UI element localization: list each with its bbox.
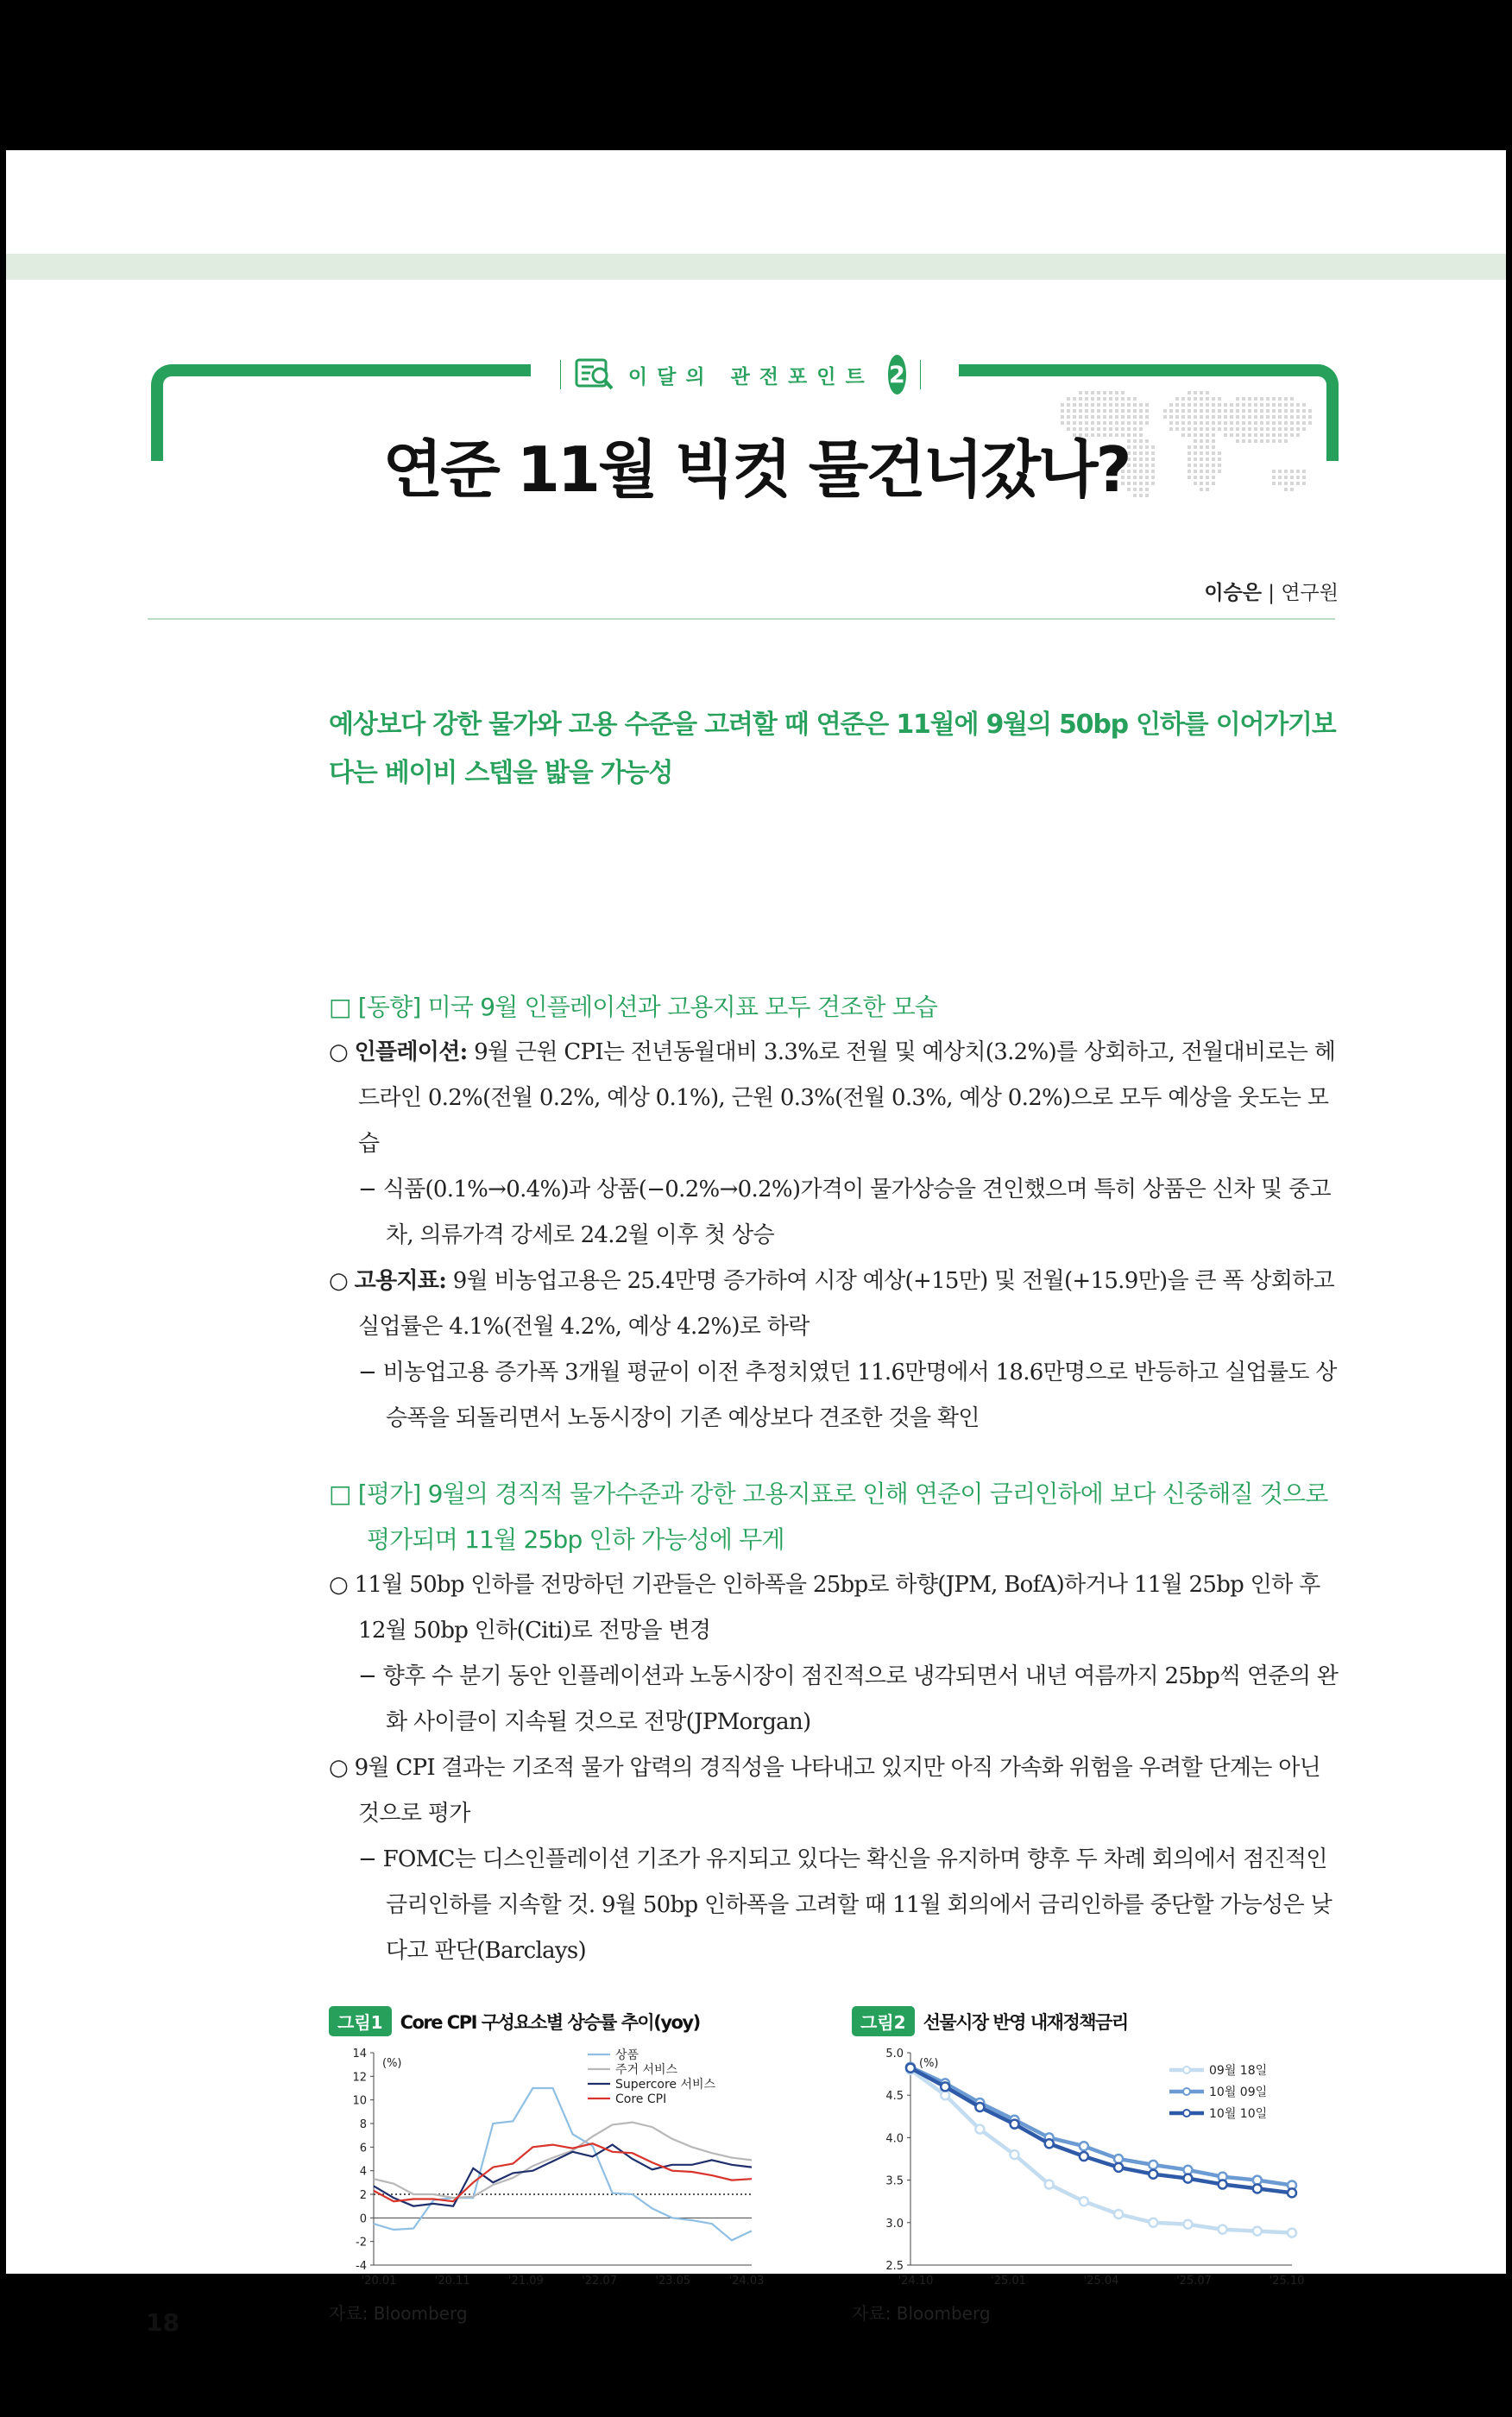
map-dot [1236, 397, 1239, 401]
bullet-label: 인플레이션: [354, 1039, 468, 1065]
map-dot [1067, 397, 1070, 401]
banner-divider [920, 360, 921, 389]
dash-text: 향후 수 분기 동안 인플레이션과 노동시장이 점진적으로 냉각되면서 내년 여름까지 25bp씩 연준의 완화 사이클이 지속될 것으로 전망(JPMorgan) [382, 1663, 1339, 1735]
map-dot [1248, 397, 1251, 401]
map-dot [1224, 415, 1227, 419]
y-tick-label: -2 [356, 2236, 367, 2250]
map-dot [1272, 397, 1276, 401]
figure-source: 자료: Bloomberg [852, 2303, 991, 2324]
map-dot [1127, 409, 1131, 413]
series-point [1288, 2229, 1296, 2237]
legend-marker [1183, 2088, 1190, 2095]
legend-label: 09월 18일 [1209, 2064, 1268, 2078]
x-tick-label: '24.03 [728, 2275, 765, 2288]
y-tick-label: 5.0 [885, 2048, 904, 2060]
map-dot [1206, 409, 1209, 413]
map-dot [1278, 415, 1282, 419]
map-dot [1103, 415, 1106, 419]
bullet-text: 11월 50bp 인하를 전망하던 기관들은 인하폭을 25bp로 하향(JPM, BofA)하거나 11월 25bp 인하 후 12월 50bp 인하(Citi)로 전망을 변경 [354, 1572, 1320, 1644]
page-number: 18 [146, 2308, 180, 2337]
map-dot [1121, 391, 1125, 394]
y-tick-label: 2.5 [885, 2260, 904, 2273]
map-dot [1212, 409, 1215, 413]
map-dot [1181, 409, 1185, 413]
map-dot [1242, 409, 1245, 413]
series-point [1253, 2176, 1262, 2185]
map-dot [1206, 391, 1209, 394]
map-dot [1103, 391, 1106, 394]
map-dot [1085, 391, 1088, 394]
map-dot [1224, 409, 1227, 413]
legend-label: 10월 09일 [1209, 2086, 1268, 2099]
section-heading: □ [동향] 미국 9월 인플레이션과 고용지표 모두 견조한 모습 [329, 993, 938, 1021]
y-tick-label: 4 [359, 2165, 367, 2179]
magnifier-document-icon [575, 357, 614, 392]
series-point [941, 2091, 949, 2099]
map-dot [1181, 415, 1185, 419]
bullet-item: ○ 인플레이션: 9월 근원 CPI는 전년동월대비 3.3%로 전월 및 예상치(3.2%)를 상회하고, 전월대비로는 헤드라인 0.2%(전월 0.2%, 예상 0.1%), 근원 0.3%(전월 0.3%, 예상 0.2%)으로 모두 예상을 웃도는 모습 [329, 1039, 1336, 1157]
map-dot [1073, 397, 1076, 401]
series-point [1288, 2188, 1296, 2197]
map-dot [1296, 415, 1300, 419]
map-dot [1302, 409, 1306, 413]
legend-label: 주거 서비스 [615, 2063, 678, 2077]
map-dot [1260, 415, 1263, 419]
series-line [374, 2143, 752, 2201]
author-line [1204, 577, 1339, 605]
figure-core-cpi [329, 2006, 829, 2324]
map-dot [1278, 397, 1282, 401]
series-point [975, 2103, 984, 2111]
dash-item: − 식품(0.1%→0.4%)과 상품(−0.2%→0.2%)가격이 물가상승을 견인했으며 특히 상품은 신차 및 중고차, 의류가격 강세로 24.2월 이후 첫 상승 [358, 1177, 1331, 1248]
map-dot [1145, 403, 1149, 407]
map-dot [1200, 403, 1203, 407]
series-point [1183, 2166, 1192, 2174]
map-dot [1085, 403, 1088, 407]
map-dot [1290, 397, 1294, 401]
map-dot [1109, 391, 1112, 394]
map-dot [1218, 415, 1221, 419]
map-dot [1115, 403, 1118, 407]
x-tick-label: '25.10 [1269, 2275, 1305, 2288]
map-dot [1218, 397, 1221, 401]
figure-badge: 그림2 [852, 2006, 915, 2036]
x-tick-label: '21.09 [508, 2275, 544, 2288]
map-dot [1266, 403, 1269, 407]
map-dot [1302, 415, 1306, 419]
map-dot [1272, 415, 1276, 419]
series-point [1114, 2155, 1123, 2163]
map-dot [1181, 397, 1185, 401]
map-dot [1181, 403, 1185, 407]
series-point [1045, 2139, 1054, 2148]
map-dot [1212, 397, 1215, 401]
map-dot [1254, 415, 1257, 419]
map-dot [1200, 415, 1203, 419]
series-point [1080, 2197, 1088, 2206]
map-dot [1115, 397, 1118, 401]
map-dot [1284, 403, 1288, 407]
map-dot [1169, 403, 1173, 407]
y-tick-label: 4.0 [885, 2132, 904, 2146]
figure-policy-rate [852, 2006, 1352, 2324]
y-tick-label: 3.0 [885, 2217, 904, 2231]
series-point [1183, 2220, 1192, 2229]
map-dot [1121, 415, 1125, 419]
x-tick-label: '25.01 [991, 2275, 1026, 2288]
map-dot [1163, 409, 1167, 413]
author-rule [148, 618, 1335, 620]
map-dot [1266, 397, 1269, 401]
map-dot [1278, 409, 1282, 413]
series-point [1114, 2210, 1123, 2218]
map-dot [1121, 397, 1125, 401]
series-point [1080, 2142, 1088, 2150]
section-banner [541, 350, 921, 399]
map-dot [1302, 403, 1306, 407]
series-point [906, 2064, 915, 2073]
map-dot [1067, 415, 1070, 419]
map-dot [1188, 397, 1191, 401]
series-point [1114, 2163, 1123, 2172]
bullet-item: ○ 9월 CPI 결과는 기조적 물가 압력의 경직성을 나타내고 있지만 아직 가속화 위험을 우려할 단계는 아닌 것으로 평가 [329, 1755, 1321, 1827]
map-dot [1266, 415, 1269, 419]
figure-source: 자료: Bloomberg [329, 2303, 468, 2324]
map-dot [1115, 409, 1118, 413]
map-dot [1284, 415, 1288, 419]
map-dot [1097, 403, 1100, 407]
map-dot [1061, 409, 1064, 413]
banner-divider [560, 360, 561, 389]
series-point [1011, 2150, 1019, 2159]
y-tick-label: -4 [356, 2260, 367, 2273]
map-dot [1073, 403, 1076, 407]
map-dot [1097, 391, 1100, 394]
map-dot [1097, 409, 1100, 413]
x-tick-label: '24.10 [898, 2275, 934, 2288]
policy-rate-chart [852, 2044, 1305, 2296]
map-dot [1085, 415, 1088, 419]
map-dot [1091, 415, 1094, 419]
series-point [1045, 2180, 1054, 2189]
map-dot [1061, 403, 1064, 407]
map-dot [1230, 403, 1233, 407]
map-dot [1139, 409, 1143, 413]
x-tick-label: '25.04 [1083, 2275, 1119, 2288]
map-dot [1079, 415, 1082, 419]
bullet-item: ○ 고용지표: 9월 비농업고용은 25.4만명 증가하여 시장 예상(+15만) 및 전월(+15.9만)을 큰 폭 상회하고 실업률은 4.1%(전월 4.2%, 예상 4.2%)로 하락 [329, 1268, 1335, 1340]
map-dot [1085, 397, 1088, 401]
map-dot [1206, 415, 1209, 419]
map-dot [1188, 403, 1191, 407]
figure-caption: Core CPI 구성요소별 상승률 추이(yoy) [400, 2011, 700, 2033]
x-tick-label: '22.07 [582, 2275, 617, 2288]
map-dot [1085, 409, 1088, 413]
figure-badge: 그림1 [329, 2006, 392, 2036]
map-dot [1296, 409, 1300, 413]
map-dot [1266, 409, 1269, 413]
map-dot [1103, 403, 1106, 407]
legend-marker [1183, 2110, 1190, 2117]
map-dot [1109, 397, 1112, 401]
y-tick-label: 4.5 [885, 2090, 904, 2104]
map-dot [1097, 397, 1100, 401]
page-title: 연준 11월 빅컷 물건너갔나? [382, 433, 1130, 506]
map-dot [1296, 403, 1300, 407]
map-dot [1308, 415, 1312, 419]
map-dot [1194, 415, 1197, 419]
map-dot [1133, 397, 1137, 401]
y-tick-label: 0 [359, 2212, 367, 2226]
dash-text: 비농업고용 증가폭 3개월 평균이 이전 추정치였던 11.6만명에서 18.6만명으로 반등하고 실업률도 상승폭을 되돌리면서 노동시장이 기존 예상보다 견조한 것을 확인 [382, 1360, 1337, 1431]
map-dot [1206, 403, 1209, 407]
y-tick-label: 3.5 [885, 2174, 904, 2188]
map-dot [1109, 415, 1112, 419]
map-dot [1248, 409, 1251, 413]
y-axis-unit: (%) [382, 2057, 402, 2070]
author-role: 연구원 [1281, 582, 1339, 604]
map-dot [1254, 409, 1257, 413]
map-dot [1175, 403, 1179, 407]
y-tick-label: 10 [352, 2094, 367, 2108]
map-dot [1127, 415, 1131, 419]
map-dot [1067, 403, 1070, 407]
section-trend [329, 984, 1339, 1442]
y-tick-label: 2 [359, 2189, 367, 2202]
map-dot [1133, 403, 1137, 407]
map-dot [1278, 403, 1282, 407]
map-dot [1236, 409, 1239, 413]
map-dot [1242, 403, 1245, 407]
series-point [1219, 2180, 1227, 2189]
series-point [1253, 2227, 1262, 2236]
map-dot [1236, 403, 1239, 407]
legend-marker [1183, 2067, 1190, 2073]
map-dot [1290, 409, 1294, 413]
series-point [1080, 2152, 1088, 2161]
core-cpi-chart [329, 2044, 765, 2296]
map-dot [1121, 403, 1125, 407]
legend-label: 상품 [615, 2048, 639, 2062]
y-axis-unit: (%) [919, 2057, 939, 2070]
map-dot [1260, 397, 1263, 401]
map-dot [1079, 403, 1082, 407]
section-heading: □ [평가] 9월의 경직적 물가수준과 강한 고용지표로 인해 연준이 금리인하에 보다 신중해질 것으로 평가되며 11월 25bp 인하 가능성에 무게 [329, 1480, 1328, 1554]
bullet-item: ○ 11월 50bp 인하를 전망하던 기관들은 인하폭을 25bp로 하향(JPM, BofA)하거나 11월 25bp 인하 후 12월 50bp 인하(Citi)로 전망을 변경 [329, 1572, 1320, 1644]
map-dot [1230, 415, 1233, 419]
dash-item: − 비농업고용 증가폭 3개월 평균이 이전 추정치였던 11.6만명에서 18.6만명으로 반등하고 실업률도 상승폭을 되돌리면서 노동시장이 기존 예상보다 견조한 것을 확인 [358, 1360, 1337, 1431]
section-label: 이달의 관전포인트 [627, 365, 874, 388]
map-dot [1230, 409, 1233, 413]
map-dot [1175, 409, 1179, 413]
map-dot [1061, 415, 1064, 419]
map-dot [1139, 415, 1143, 419]
map-dot [1224, 403, 1227, 407]
map-dot [1200, 391, 1203, 394]
series-point [941, 2082, 949, 2091]
map-dot [1133, 415, 1137, 419]
legend-label: Core CPI [615, 2092, 667, 2106]
bullet-label: 고용지표: [354, 1268, 447, 1294]
map-dot [1079, 409, 1082, 413]
map-dot [1290, 415, 1294, 419]
series-point [1149, 2218, 1157, 2227]
map-dot [1169, 415, 1173, 419]
map-dot [1188, 409, 1191, 413]
summary-headline: 예상보다 강한 물가와 고용 수준을 고려할 때 연준은 11월에 9월의 50bp 인하를 이어가기보다는 베이비 스텝을 밟을 가능성 [329, 710, 1336, 788]
y-tick-label: 8 [359, 2118, 367, 2131]
map-dot [1200, 397, 1203, 401]
author-name: 이승은 [1204, 582, 1262, 604]
map-dot [1212, 403, 1215, 407]
map-dot [1091, 397, 1094, 401]
y-tick-label: 6 [359, 2142, 367, 2155]
x-tick-label: '23.05 [655, 2275, 691, 2288]
map-dot [1127, 397, 1131, 401]
map-dot [1194, 397, 1197, 401]
map-dot [1145, 415, 1149, 419]
map-dot [1139, 403, 1143, 407]
map-dot [1115, 415, 1118, 419]
y-tick-label: 14 [352, 2048, 367, 2060]
map-dot [1175, 415, 1179, 419]
series-point [1219, 2225, 1227, 2234]
map-dot [1218, 409, 1221, 413]
map-dot [1212, 415, 1215, 419]
map-dot [1091, 403, 1094, 407]
figure-title [329, 2006, 829, 2036]
y-tick-label: 12 [352, 2071, 367, 2085]
map-dot [1308, 409, 1312, 413]
series-point [1183, 2174, 1192, 2183]
map-dot [1200, 409, 1203, 413]
map-dot [1109, 403, 1112, 407]
section-number-badge: 2 [888, 355, 906, 394]
map-dot [1242, 415, 1245, 419]
bullet-text: 9월 CPI 결과는 기조적 물가 압력의 경직성을 나타내고 있지만 아직 가속화 위험을 우려할 단계는 아닌 것으로 평가 [354, 1755, 1321, 1827]
series-point [1149, 2161, 1157, 2169]
bullet-text: 9월 근원 CPI는 전년동월대비 3.3%로 전월 및 예상치(3.2%)를 상회하고, 전월대비로는 헤드라인 0.2%(전월 0.2%, 예상 0.1%), 근원 0.3%(전월 0.3%, 예상 0.2%)으로 모두 예상을 웃도는 모습 [358, 1039, 1336, 1157]
report-page [6, 150, 1506, 2337]
map-dot [1236, 415, 1239, 419]
dash-text: FOMC는 디스인플레이션 기조가 유지되고 있다는 확신을 유지하며 향후 두 차례 회의에서 점진적인 금리인하를 지속할 것. 9월 50bp 인하폭을 고려할 때 11월 회의에서 금리인하를 중단할 가능성은 낮다고 판단(Barclays) [382, 1846, 1332, 1964]
author-divider: | [1268, 582, 1282, 604]
series-line [374, 2123, 752, 2199]
x-tick-label: '20.01 [361, 2275, 397, 2288]
map-dot [1254, 403, 1257, 407]
top-color-band [6, 254, 1506, 280]
map-dot [1103, 409, 1106, 413]
map-dot [1290, 403, 1294, 407]
map-dot [1260, 409, 1263, 413]
map-dot [1206, 397, 1209, 401]
map-dot [1194, 391, 1197, 394]
map-dot [1194, 403, 1197, 407]
map-dot [1097, 415, 1100, 419]
x-tick-label: '20.11 [434, 2275, 470, 2288]
series-point [1253, 2184, 1262, 2193]
map-dot [1254, 397, 1257, 401]
map-dot [1248, 415, 1251, 419]
map-dot [1194, 409, 1197, 413]
map-dot [1272, 403, 1276, 407]
map-dot [1248, 403, 1251, 407]
legend-label: Supercore 서비스 [615, 2078, 716, 2092]
map-dot [1284, 397, 1288, 401]
map-dot [1073, 409, 1076, 413]
map-dot [1121, 409, 1125, 413]
dash-item: − 향후 수 분기 동안 인플레이션과 노동시장이 점진적으로 냉각되면서 내년 여름까지 25bp씩 연준의 완화 사이클이 지속될 것으로 전망(JPMorgan) [358, 1663, 1339, 1735]
map-dot [1242, 397, 1245, 401]
dash-text: 식품(0.1%→0.4%)과 상품(−0.2%→0.2%)가격이 물가상승을 견인했으며 특히 상품은 신차 및 중고차, 의류가격 강세로 24.2월 이후 첫 상승 [382, 1177, 1331, 1248]
figure-title [852, 2006, 1352, 2036]
series-point [1011, 2120, 1019, 2129]
map-dot [1091, 391, 1094, 394]
map-dot [1175, 397, 1179, 401]
map-dot [1103, 397, 1106, 401]
section-assessment [329, 1471, 1339, 1974]
map-dot [1272, 409, 1276, 413]
legend-label: 10월 10일 [1209, 2107, 1268, 2121]
map-dot [1169, 409, 1173, 413]
map-dot [1091, 409, 1094, 413]
figure-caption: 선물시장 반영 내재정책금리 [923, 2011, 1128, 2033]
map-dot [1109, 409, 1112, 413]
map-dot [1073, 415, 1076, 419]
series-point [1149, 2170, 1157, 2179]
map-dot [1284, 409, 1288, 413]
map-dot [1115, 391, 1118, 394]
map-dot [1133, 409, 1137, 413]
map-dot [1079, 397, 1082, 401]
map-dot [1188, 415, 1191, 419]
bullet-text: 9월 비농업고용은 25.4만명 증가하여 시장 예상(+15만) 및 전월(+15.9만)을 큰 폭 상회하고 실업률은 4.1%(전월 4.2%, 예상 4.2%)로 하락 [358, 1268, 1335, 1340]
map-dot [1067, 409, 1070, 413]
map-dot [1218, 403, 1221, 407]
map-dot [1145, 409, 1149, 413]
map-dot [1127, 403, 1131, 407]
map-dot [1260, 403, 1263, 407]
series-point [975, 2125, 984, 2134]
map-dot [1079, 391, 1082, 394]
x-tick-label: '25.07 [1176, 2275, 1212, 2288]
map-dot [1163, 415, 1167, 419]
dash-item: − FOMC는 디스인플레이션 기조가 유지되고 있다는 확신을 유지하며 향후 두 차례 회의에서 점진적인 금리인하를 지속할 것. 9월 50bp 인하폭을 고려할 때 11월 회의에서 금리인하를 중단할 가능성은 낮다고 판단(Barclays) [358, 1846, 1332, 1964]
map-dot [1188, 391, 1191, 394]
